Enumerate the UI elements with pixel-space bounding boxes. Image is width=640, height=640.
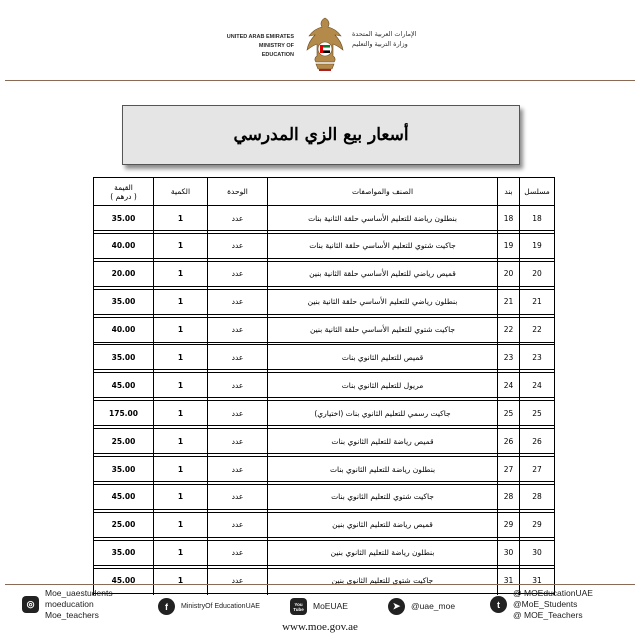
cell-item: 29 <box>498 512 520 537</box>
table-row <box>94 429 555 454</box>
cell-item: 20 <box>498 261 520 286</box>
cell-desc: قميص رياضة للتعليم الثانوي بنين <box>268 512 498 537</box>
cell-unit: عدد <box>208 261 268 286</box>
cell-qty: 1 <box>154 457 208 482</box>
col-header-unit: الوحدة <box>208 178 268 206</box>
cell-qty: 1 <box>154 568 208 593</box>
cell-qty: 1 <box>154 345 208 370</box>
cell-item: 30 <box>498 540 520 565</box>
youtube-icon: You Tube <box>290 598 307 615</box>
table-row <box>94 373 555 398</box>
cell-desc: قميص رياضة للتعليم الثانوي بنات <box>268 429 498 454</box>
table-row <box>94 512 555 537</box>
footer-youtube[interactable] <box>290 598 348 615</box>
cell-unit: عدد <box>208 233 268 258</box>
table-row <box>94 206 555 231</box>
cell-value: 25.00 <box>94 512 154 537</box>
cell-serial: 31 <box>520 568 555 593</box>
table-row <box>94 261 555 286</box>
cell-unit: عدد <box>208 373 268 398</box>
header-divider <box>5 80 635 81</box>
cell-desc: جاكيت شتوي للتعليم الأساسي حلقة الثانية بنين <box>268 317 498 342</box>
instagram-handle-1[interactable]: Moe_uaestudents <box>45 588 113 598</box>
telegram-icon: ➤ <box>388 598 405 615</box>
header-arabic <box>352 29 422 49</box>
table-row <box>94 401 555 426</box>
col-header-value-line1: القيمة <box>114 182 133 192</box>
instagram-handle-3[interactable]: Moe_teachers <box>45 610 99 620</box>
cell-value: 45.00 <box>94 484 154 509</box>
col-header-item: بند <box>498 178 520 206</box>
telegram-handle[interactable]: @uae_moe <box>411 601 456 611</box>
cell-item: 22 <box>498 317 520 342</box>
facebook-handle[interactable]: MinistryOf EducationUAE <box>181 603 260 610</box>
cell-unit: عدد <box>208 345 268 370</box>
cell-value: 35.00 <box>94 345 154 370</box>
table-row <box>94 233 555 258</box>
cell-item: 18 <box>498 206 520 231</box>
cell-unit: عدد <box>208 457 268 482</box>
table-row <box>94 345 555 370</box>
cell-serial: 27 <box>520 457 555 482</box>
cell-qty: 1 <box>154 484 208 509</box>
cell-serial: 28 <box>520 484 555 509</box>
title-box <box>122 105 520 165</box>
table-row <box>94 317 555 342</box>
cell-unit: عدد <box>208 512 268 537</box>
cell-item: 21 <box>498 289 520 314</box>
cell-serial: 18 <box>520 206 555 231</box>
cell-value: 25.00 <box>94 429 154 454</box>
col-header-value-line2: ( درهم ) <box>110 191 137 201</box>
cell-unit: عدد <box>208 568 268 593</box>
footer-divider <box>5 584 635 585</box>
cell-desc: بنطلون رياضي للتعليم الأساسي حلقة الثانية بنين <box>268 289 498 314</box>
cell-qty: 1 <box>154 429 208 454</box>
col-header-value <box>94 178 154 206</box>
facebook-icon: f <box>158 598 175 615</box>
cell-serial: 30 <box>520 540 555 565</box>
cell-value: 40.00 <box>94 233 154 258</box>
header-english-line2: MINISTRY OF EDUCATION <box>258 43 294 58</box>
uae-falcon-emblem-icon <box>304 16 346 74</box>
cell-unit: عدد <box>208 289 268 314</box>
header-english-line1: UNITED ARAB EMIRATES <box>226 34 294 40</box>
col-header-qty: الكمية <box>154 178 208 206</box>
cell-serial: 29 <box>520 512 555 537</box>
cell-qty: 1 <box>154 401 208 426</box>
col-header-serial: مسلسل <box>520 178 555 206</box>
cell-serial: 20 <box>520 261 555 286</box>
cell-serial: 23 <box>520 345 555 370</box>
cell-desc: بنطلون رياضة للتعليم الأساسي حلقة الثانية بنات <box>268 206 498 231</box>
cell-item: 19 <box>498 233 520 258</box>
cell-qty: 1 <box>154 317 208 342</box>
cell-unit: عدد <box>208 429 268 454</box>
cell-serial: 26 <box>520 429 555 454</box>
cell-desc: جاكيت شتوي للتعليم الثانوي بنات <box>268 484 498 509</box>
cell-value: 35.00 <box>94 289 154 314</box>
cell-item: 27 <box>498 457 520 482</box>
cell-desc: جاكيت شتوي للتعليم الثانوي بنين <box>268 568 498 593</box>
cell-unit: عدد <box>208 401 268 426</box>
twitter-handle-3[interactable]: @ MOE_Teachers <box>513 610 583 620</box>
youtube-handle[interactable]: MoEUAE <box>313 601 348 611</box>
cell-desc: جاكيت رسمي للتعليم الثانوي بنات (اختياري) <box>268 401 498 426</box>
cell-value: 45.00 <box>94 373 154 398</box>
cell-item: 31 <box>498 568 520 593</box>
cell-item: 28 <box>498 484 520 509</box>
cell-qty: 1 <box>154 261 208 286</box>
cell-desc: قميص رياضي للتعليم الأساسي حلقة الثانية بنين <box>268 261 498 286</box>
cell-qty: 1 <box>154 512 208 537</box>
twitter-handle-1[interactable]: @ MOEducationUAE <box>513 588 593 598</box>
cell-value: 45.00 <box>94 568 154 593</box>
footer-twitter[interactable] <box>490 588 593 621</box>
website-link[interactable]: www.moe.gov.ae <box>282 621 358 633</box>
page-title: أسعار بيع الزي المدرسي <box>233 125 409 145</box>
cell-item: 25 <box>498 401 520 426</box>
cell-unit: عدد <box>208 317 268 342</box>
table-row <box>94 457 555 482</box>
cell-serial: 22 <box>520 317 555 342</box>
twitter-handle-2[interactable]: @MoE_Students <box>513 599 578 609</box>
cell-qty: 1 <box>154 206 208 231</box>
instagram-handle-2[interactable]: moeducation <box>45 599 94 609</box>
instagram-icon: ◎ <box>22 596 39 613</box>
cell-desc: بنطلون رياضة للتعليم الثانوي بنات <box>268 457 498 482</box>
table-header-row <box>94 178 555 206</box>
col-header-desc: الصنف والمواصفات <box>268 178 498 206</box>
cell-value: 20.00 <box>94 261 154 286</box>
cell-qty: 1 <box>154 233 208 258</box>
cell-value: 175.00 <box>94 401 154 426</box>
cell-serial: 21 <box>520 289 555 314</box>
cell-value: 40.00 <box>94 317 154 342</box>
table-body <box>94 206 555 596</box>
cell-desc: بنطلون رياضة للتعليم الثانوي بنين <box>268 540 498 565</box>
price-table <box>93 177 555 595</box>
cell-serial: 24 <box>520 373 555 398</box>
cell-qty: 1 <box>154 373 208 398</box>
cell-desc: قميص للتعليم الثانوي بنات <box>268 345 498 370</box>
cell-unit: عدد <box>208 540 268 565</box>
header-english <box>226 33 294 60</box>
table-row <box>94 540 555 565</box>
cell-desc: مريول للتعليم الثانوي بنات <box>268 373 498 398</box>
cell-unit: عدد <box>208 484 268 509</box>
table-row <box>94 289 555 314</box>
twitter-icon: t <box>490 596 507 613</box>
cell-qty: 1 <box>154 289 208 314</box>
cell-serial: 19 <box>520 233 555 258</box>
cell-qty: 1 <box>154 540 208 565</box>
cell-value: 35.00 <box>94 457 154 482</box>
header-arabic-line1: الإمارات العربية المتحدة <box>352 30 417 38</box>
footer-instagram[interactable] <box>22 588 113 621</box>
cell-desc: جاكيت شتوي للتعليم الأساسي حلقة الثانية بنات <box>268 233 498 258</box>
cell-item: 26 <box>498 429 520 454</box>
cell-value: 35.00 <box>94 540 154 565</box>
cell-serial: 25 <box>520 401 555 426</box>
footer-facebook[interactable] <box>158 598 260 615</box>
cell-item: 23 <box>498 345 520 370</box>
cell-item: 24 <box>498 373 520 398</box>
table-row <box>94 484 555 509</box>
cell-value: 35.00 <box>94 206 154 231</box>
header-arabic-line2: وزارة التربية والتعليم <box>352 40 408 48</box>
footer-telegram[interactable] <box>388 598 455 615</box>
cell-unit: عدد <box>208 206 268 231</box>
